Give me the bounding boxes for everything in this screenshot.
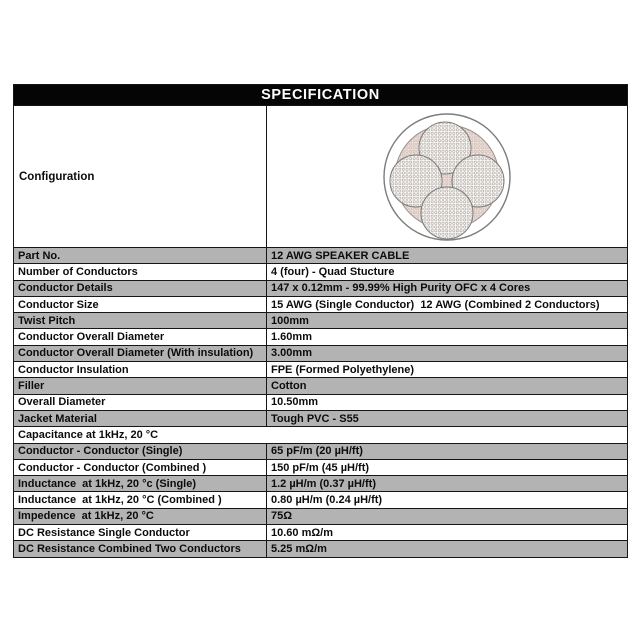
row-label: Jacket Material (14, 411, 267, 426)
row-label: Number of Conductors (14, 264, 267, 279)
row-label: Inductance at 1kHz, 20 °C (Combined ) (14, 492, 267, 507)
conductor-bottom-circle (421, 187, 473, 239)
row-label: Conductor Size (14, 297, 267, 312)
configuration-label: Configuration (19, 170, 95, 183)
table-row (14, 459, 627, 475)
row-value: 10.50mm (271, 396, 319, 409)
row-value: 75Ω (271, 510, 293, 523)
row-value: 10.60 mΩ/m (271, 526, 334, 539)
row-label: Impedence at 1kHz, 20 °C (14, 509, 267, 524)
row-value: 1.2 µH/m (0.37 µH/ft) (271, 477, 376, 490)
row-label: Part No. (14, 248, 267, 263)
row-label: Conductor Details (14, 281, 267, 296)
table-row (14, 312, 627, 328)
row-label: DC Resistance Single Conductor (14, 525, 267, 540)
row-value: 3.00mm (271, 347, 312, 360)
row-value: 150 pF/m (45 µH/ft) (271, 461, 370, 474)
row-value: 1.60mm (271, 331, 312, 344)
table-row (14, 410, 627, 426)
row-label: Conductor - Conductor (Single) (14, 444, 267, 459)
table-row (14, 540, 627, 556)
table-row (14, 394, 627, 410)
row-label: Twist Pitch (14, 313, 267, 328)
row-value: FPE (Formed Polyethylene) (271, 363, 415, 376)
table-row (14, 426, 627, 442)
table-row (14, 328, 627, 344)
cable-cross-section-diagram (380, 110, 514, 244)
table-row (14, 508, 627, 524)
table-row (14, 296, 627, 312)
row-value: Cotton (271, 380, 307, 393)
table-row (14, 491, 627, 507)
table-row (14, 524, 627, 540)
row-label: Conductor - Conductor (Combined ) (14, 460, 267, 475)
row-label: Conductor Overall Diameter (14, 329, 267, 344)
row-value: 0.80 µH/m (0.24 µH/ft) (271, 494, 383, 507)
row-value: 5.25 mΩ/m (271, 542, 327, 555)
row-value: 147 x 0.12mm - 99.99% High Purity OFC x 4 Cores (271, 282, 531, 295)
configuration-diagram-cell (267, 106, 627, 247)
configuration-row (14, 105, 627, 247)
row-value: Tough PVC - S55 (271, 412, 359, 425)
table-row (14, 263, 627, 279)
table-row (14, 280, 627, 296)
row-label: Overall Diameter (14, 395, 267, 410)
table-row (14, 247, 627, 263)
row-label: Inductance at 1kHz, 20 °c (Single) (14, 476, 267, 491)
table-row (14, 345, 627, 361)
table-row (14, 361, 627, 377)
configuration-label-cell (14, 106, 267, 247)
row-label: Conductor Insulation (14, 362, 267, 377)
row-value: 65 pF/m (20 µH/ft) (271, 445, 363, 458)
row-label: DC Resistance Combined Two Conductors (14, 541, 267, 556)
row-label: Conductor Overall Diameter (With insulation) (14, 346, 267, 361)
spec-rows (14, 247, 627, 557)
row-value: 12 AWG SPEAKER CABLE (271, 249, 410, 262)
table-row (14, 475, 627, 491)
specification-title: SPECIFICATION (261, 87, 380, 103)
specification-header (14, 85, 627, 105)
row-label: Capacitance at 1kHz, 20 °C (18, 428, 159, 441)
row-value: 4 (four) - Quad Stucture (271, 265, 395, 278)
table-row (14, 443, 627, 459)
row-value: 100mm (271, 314, 309, 327)
row-value: 15 AWG (Single Conductor) 12 AWG (Combined 2 Conductors) (271, 298, 600, 311)
specification-table (13, 84, 628, 558)
row-label: Filler (14, 378, 267, 393)
table-row (14, 377, 627, 393)
